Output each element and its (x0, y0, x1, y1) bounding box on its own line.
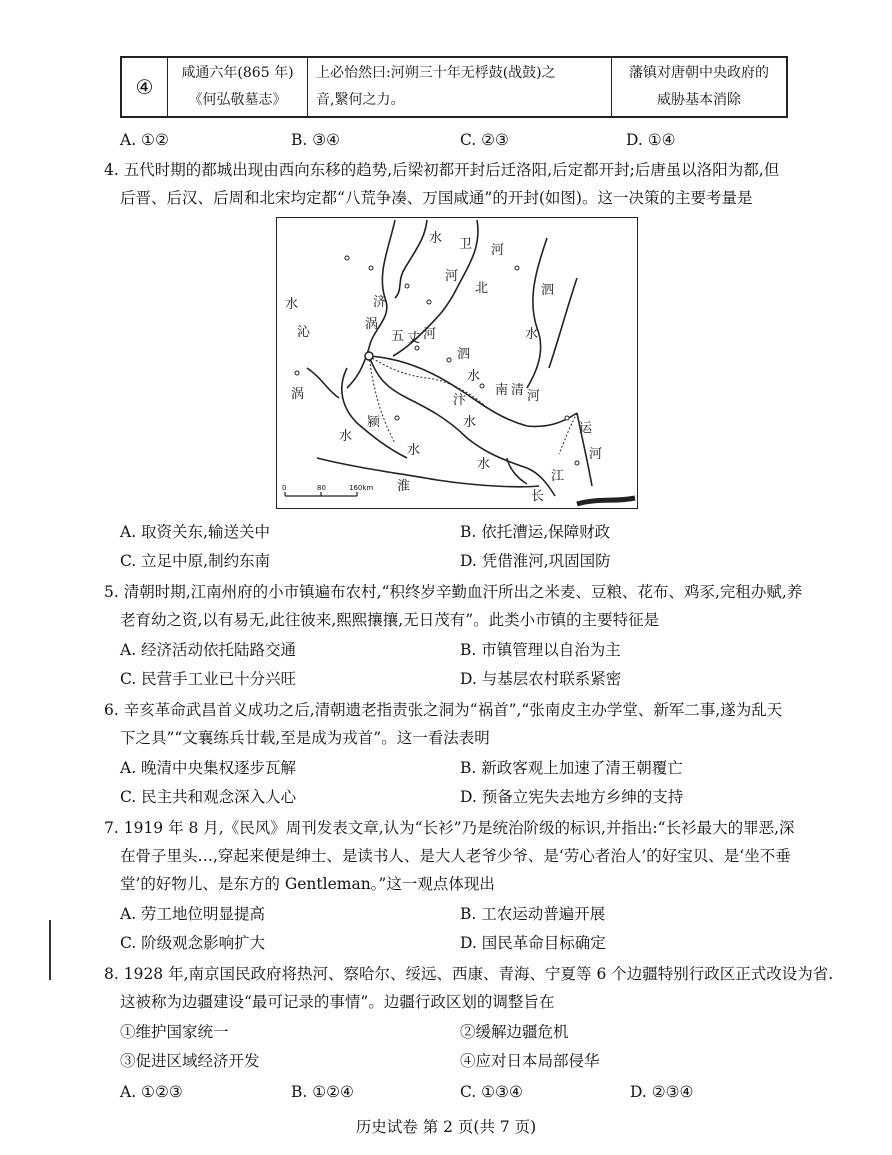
table-cell-conclusion (612, 58, 786, 116)
q8-stem-line: 8. 1928 年,南京国民政府将热河、察哈尔、绥远、西康、青海、宁夏等 6 个边疆特别行政区正式改设为省. (104, 965, 834, 983)
map-label: 江 (551, 469, 565, 484)
map-label: 运 (579, 421, 593, 436)
map-label: 河 (445, 269, 459, 284)
map-label: 淮 (397, 479, 411, 494)
map-label: 水 (339, 429, 353, 444)
q7-option-b[interactable]: B. 工农运动普遍开展 (460, 905, 606, 923)
source-line: 《何弘敬墓志》 (188, 92, 287, 108)
map-label: 水 (467, 369, 481, 384)
map-scale-bar (285, 492, 357, 496)
scale-label: 160km (349, 484, 374, 492)
map-label: 济 (373, 295, 387, 310)
map-label: 水 (525, 327, 539, 342)
q4-option-d[interactable]: D. 凭借淮河,巩固国防 (460, 552, 611, 570)
q7-stem-line: 7. 1919 年 8 月,《民风》周刊发表文章,认为“长衫”乃是统治阶级的标识,并指出:“长衫最大的罪恶,深 (104, 819, 795, 837)
q7-option-a[interactable]: A. 劳工地位明显提高 (120, 905, 266, 923)
q7-stem-line: 堂’的好物儿、是东方的 Gentleman。”这一观点体现出 (120, 875, 495, 893)
coastline (577, 498, 635, 504)
q7-option-d[interactable]: D. 国民革命目标确定 (460, 934, 606, 952)
q8-option-c[interactable]: C. ①③④ (460, 1083, 523, 1101)
table-cell-source (168, 58, 308, 116)
map-label: 卫 (459, 237, 473, 252)
map-label: 丈 (407, 331, 421, 346)
q8-item-1: ①维护国家统一 (120, 1023, 229, 1041)
q3-option-b[interactable]: B. ③④ (291, 131, 341, 149)
content-line: 上必怡然曰:河朔三十年无桴鼓(战鼓)之 (316, 65, 556, 81)
q4-option-c[interactable]: C. 立足中原,制约东南 (120, 552, 271, 570)
q6-option-b[interactable]: B. 新政客观上加速了清王朝覆亡 (460, 759, 683, 777)
map-label: 清 (511, 383, 525, 398)
map-label: 涡 (365, 317, 379, 332)
scale-label: 80 (317, 484, 326, 492)
conclusion-line: 藩镇对唐朝中央政府的 (629, 65, 769, 81)
map-label: 沁 (297, 325, 311, 340)
q6-option-d[interactable]: D. 预备立宪失去地方乡绅的支持 (460, 788, 684, 806)
map-label: 北 (475, 281, 489, 296)
q5-option-c[interactable]: C. 民营手工业已十分兴旺 (120, 670, 297, 688)
map-drawing (277, 218, 636, 507)
kaifeng-marker (365, 352, 373, 360)
table-cell-number: ④ (122, 58, 168, 116)
map-label: 水 (429, 231, 443, 246)
q3-option-c[interactable]: C. ②③ (460, 131, 509, 149)
q8-item-3: ③促进区域经济开发 (120, 1052, 260, 1070)
map-label: 水 (477, 457, 491, 472)
q4-option-b[interactable]: B. 依托漕运,保障财政 (460, 523, 611, 541)
map-label: 水 (463, 415, 477, 430)
table-cell-content (308, 58, 612, 116)
q3-option-a[interactable]: A. ①② (120, 131, 169, 149)
q4-stem-line: 后晋、后汉、后周和北宋均定都“八荒争凑、万国咸通”的开封(如图)。这一决策的主要考量是 (120, 189, 753, 207)
q7-stem-line: 在骨子里头…,穿起来便是绅士、是读书人、是大人老爷少爷、是‘劳心者治人’的好宝贝、是‘坐不垂 (120, 847, 791, 865)
map-label: 泗 (457, 347, 471, 362)
q5-option-a[interactable]: A. 经济活动依托陆路交通 (120, 641, 297, 659)
q6-stem-line: 下之具”“文襄练兵廿载,至是成为戎首”。这一看法表明 (120, 729, 490, 747)
q8-item-2: ②缓解边疆危机 (460, 1023, 569, 1041)
map-label: 泗 (541, 283, 555, 298)
page-footer: 历史试卷 第 2 页(共 7 页) (355, 1118, 537, 1136)
q8-stem-line: 这被称为边疆建设“最可记录的事情”。边疆行政区划的调整旨在 (120, 993, 555, 1011)
map-label: 五 (391, 329, 405, 344)
map-label: 汴 (453, 393, 467, 408)
q6-option-a[interactable]: A. 晚清中央集权逐步瓦解 (120, 759, 297, 777)
scan-edge-mark (49, 920, 51, 980)
q5-stem-line: 5. 清朝时期,江南州府的小市镇遍布农村,“积终岁辛勤血汗所出之米麦、豆粮、花布、鸡豕,完租办赋,养 (104, 583, 803, 601)
map-label: 河 (423, 327, 437, 342)
q8-option-b[interactable]: B. ①②④ (291, 1083, 354, 1101)
q5-stem-line: 老育幼之资,以有易无,此往彼来,熙熙攘攘,无日茂有”。此类小市镇的主要特征是 (120, 611, 660, 629)
map-label: 水 (285, 297, 299, 312)
map-label: 河 (491, 243, 505, 258)
q4-option-a[interactable]: A. 取资关东,输送关中 (120, 523, 270, 541)
map-label: 水 (407, 443, 421, 458)
map-label: 长 (531, 489, 545, 504)
q7-option-c[interactable]: C. 阶级观念影响扩大 (120, 934, 266, 952)
kaifeng-map (276, 217, 638, 509)
q3-option-d[interactable]: D. ①④ (626, 131, 676, 149)
q6-stem-line: 6. 辛亥革命武昌首义成功之后,清朝遗老指责张之洞为“祸首”,“张南皮主办学堂、新军二事,遂为乱天 (104, 701, 783, 719)
map-label: 颍 (367, 415, 381, 430)
content-line: 音,繄何之力。 (316, 92, 405, 108)
map-label: 南 (495, 383, 509, 398)
map-label: 涡 (291, 387, 305, 402)
map-label: 河 (589, 447, 603, 462)
q8-option-a[interactable]: A. ①②③ (120, 1083, 183, 1101)
source-table-row (120, 56, 788, 118)
map-label: 河 (527, 389, 541, 404)
q5-option-b[interactable]: B. 市镇管理以自治为主 (460, 641, 621, 659)
conclusion-line: 威胁基本消除 (657, 92, 741, 108)
q8-option-d[interactable]: D. ②③④ (630, 1083, 694, 1101)
scale-label: 0 (282, 484, 287, 492)
q6-option-c[interactable]: C. 民主共和观念深入人心 (120, 788, 297, 806)
q4-stem-line: 4. 五代时期的都城出现由西向东移的趋势,后梁初都开封后迁洛阳,后定都开封;后唐虽以洛阳为都,但 (104, 161, 780, 179)
source-line: 咸通六年(865 年) (181, 65, 294, 81)
q8-item-4: ④应对日本局部侵华 (460, 1052, 600, 1070)
q5-option-d[interactable]: D. 与基层农村联系紧密 (460, 670, 622, 688)
